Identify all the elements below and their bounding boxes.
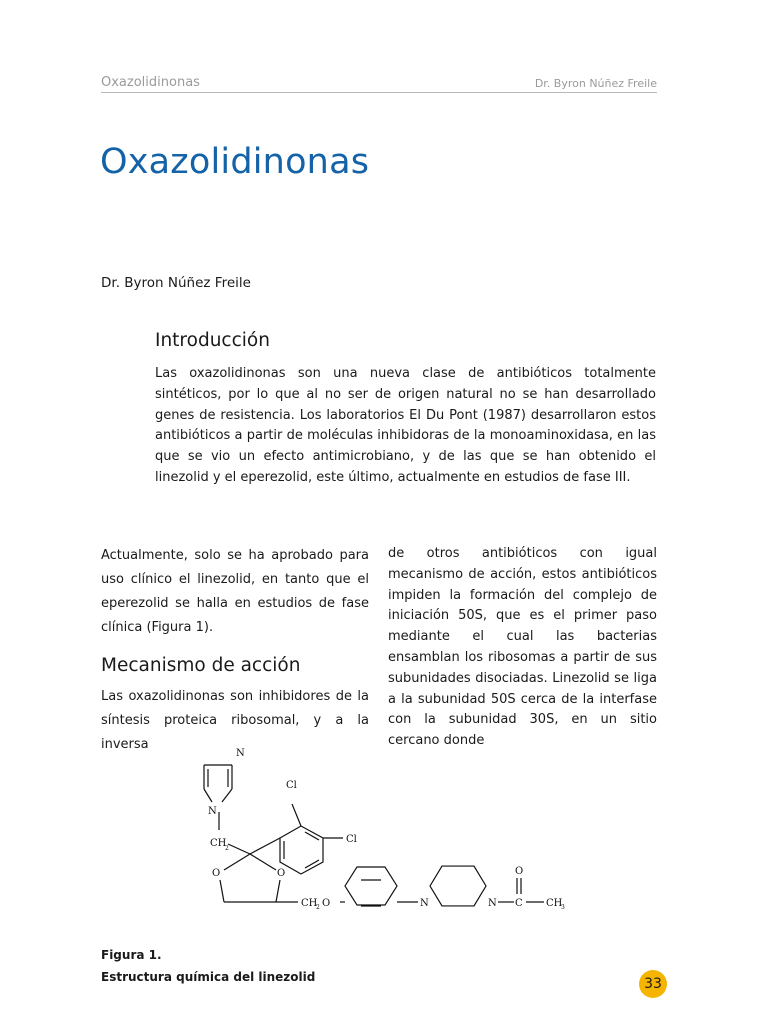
atom-label: CH	[301, 898, 318, 909]
intro-paragraph: Las oxazolidinonas son una nueva clase de antibióticos totalmente sintéticos, por lo que al no ser de origen natural no se han desarrollado genes de resistencia. Los laboratorios El Du Pont (1987) desarrollaron estos antibióticos a partir de moléculas inhibidoras de la monoaminoxidasa, en las que se vio un efecto antimicrobiano, y de las que se han obtenido el linezolid y el eperezolid, este último, actualmente en estudios de fase III.	[155, 366, 656, 485]
atom-label: N	[208, 806, 217, 817]
bond	[204, 789, 212, 802]
running-header-author: Dr. Byron Núñez Freile	[534, 77, 657, 90]
atom-label: O	[212, 868, 221, 879]
double-bond	[305, 860, 319, 868]
bond	[220, 880, 224, 902]
page-title: Oxazolidinonas	[100, 142, 370, 182]
atom-label: N	[236, 748, 245, 759]
atom-label: N	[420, 898, 429, 909]
bond	[292, 804, 301, 826]
left-paragraph-2: Las oxazolidinonas son inhibidores de la síntesis proteica ribosomal, y a la inversa	[101, 689, 369, 752]
atom-label: CH	[210, 838, 227, 849]
phenyl-ring	[280, 826, 323, 874]
bond	[276, 880, 280, 902]
author-name: Dr. Byron Núñez Freile	[101, 275, 251, 291]
running-header	[101, 74, 657, 93]
bond	[250, 854, 276, 870]
atom-label: CH	[546, 898, 563, 909]
figure-caption-label: Figura 1.	[101, 948, 162, 962]
atom-label: O	[322, 898, 331, 909]
atom-subscript: 2	[225, 845, 229, 852]
atom-label: Cl	[346, 834, 357, 845]
atom-label: Cl	[286, 780, 297, 791]
running-header-title: Oxazolidinonas	[101, 75, 200, 90]
right-paragraph: de otros antibióticos con igual mecanismo de acción, estos antibióticos impiden la formación del complejo de iniciación 50S, que es el primer paso mediante el cual las bacterias ensamblan los ribosomas a partir de sus subunidades disociadas. Linezolid se liga a la subunidad 50S cerca de la interfase con la subunidad 30S, en un sitio cercano donde	[388, 546, 657, 749]
page-number-badge: 33	[639, 970, 667, 998]
figure-caption-text: Estructura química del linezolid	[101, 970, 316, 984]
linezolid-structure-figure	[180, 742, 580, 917]
right-column	[388, 544, 657, 752]
mechanism-heading: Mecanismo de acción	[101, 655, 301, 676]
atom-label: O	[515, 866, 524, 877]
bond	[228, 844, 250, 854]
atom-subscript: 2	[316, 904, 320, 911]
atom-label: N	[488, 898, 497, 909]
bond	[224, 854, 250, 870]
left-paragraph-1: Actualmente, solo se ha aprobado para uso clínico el linezolid, en tanto que el eperezolid se halla en estudios de fase clínica (Figura 1).	[101, 548, 369, 635]
phenylene-ring	[345, 867, 397, 905]
atom-subscript: 3	[561, 904, 565, 911]
double-bond	[305, 832, 319, 840]
atom-label: O	[277, 868, 286, 879]
piperazine-ring	[430, 866, 486, 906]
bond	[222, 789, 232, 802]
atom-label: C	[515, 898, 523, 909]
left-column	[101, 544, 369, 757]
bond	[250, 838, 280, 854]
intro-heading: Introducción	[155, 330, 270, 351]
